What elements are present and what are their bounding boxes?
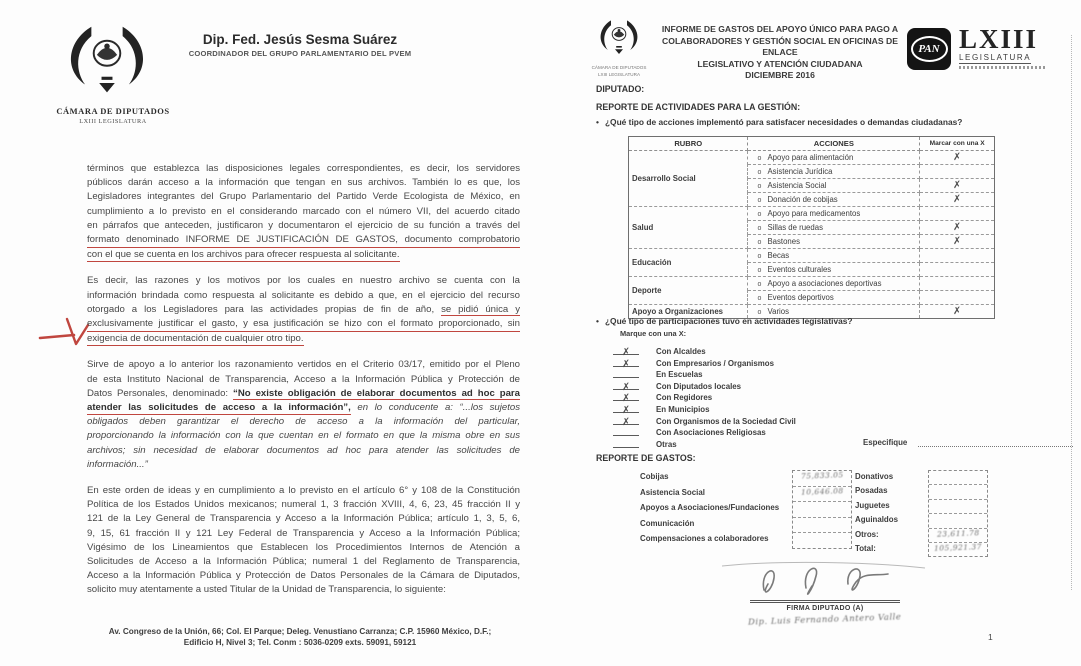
action-label: Eventos deportivos [767,293,834,302]
red-underlined-text: se pidió única y [441,303,520,315]
text-line: Acceso a la Información Pública y Protección de Datos Personales de la Cámara de Diputados, [87,570,520,582]
expense-report-form [575,12,1077,662]
handwritten-amount: 23,611.78 [936,527,980,539]
mark-cell [920,165,995,179]
amount-cell [929,500,987,514]
text-line: en párrafos que anteceden, justificaron y documentaron el ejercicio de su función a través del [87,219,520,231]
amount-cell [793,533,851,548]
legislature-logo [959,26,1071,69]
action-label: Asistencia Social [767,181,827,190]
amount-cell [793,518,851,534]
table-row [629,207,995,221]
amount-cell [929,485,987,499]
text-line: públicos darán acceso a la información que tengan en sus archivos. También lo es que, los [87,177,520,189]
mark-cell [920,193,995,207]
x-mark: ✗ [952,235,962,247]
text-segment: Datos Personales, denominado: [87,387,234,399]
paragraph-1 [87,162,520,262]
answer-blank-line [613,391,639,405]
action-cell [748,221,920,235]
circle-bullet-icon: o [757,295,762,302]
answer-blank-line [613,345,639,359]
marque-instruction: Marque con una X: [620,329,687,338]
col-header-marcar: Marcar con una X [920,137,995,151]
quoted-text-line: obligados deben garantizar el derecho de acceso a la información del particular, [87,416,520,428]
gasto-label: Compensaciones a colaboradores [640,534,769,544]
text-line: Vigésimo de los Lineamientos que Establecen los Procedimientos Internos de Atención a [87,541,520,553]
answer-blank-line [613,438,639,448]
crest-caption: CÁMARA DE DIPUTADOS [591,65,647,70]
text-line: Legisladores integrantes del Grupo Parlamentario del Partido Verde Ecologista de México, en [87,191,520,203]
rubro-cell: Desarrollo Social [629,151,748,207]
action-cell [748,235,920,249]
quoted-text-line: archivos; sin necesidad de elaborar documentos ad hoc para atender las solicitudes de [87,444,520,456]
list-item [613,368,796,380]
gasto-label: Otros: [855,529,879,539]
answer-blank-line [613,368,639,378]
letterhead-footer [65,626,535,648]
section-gastos-title: REPORTE DE GASTOS: [596,453,696,463]
deputy-role: COORDINADOR DEL GRUPO PARLAMENTARIO DEL PVEM [188,49,412,58]
table-row [629,277,995,291]
question-acciones [596,117,1066,127]
bullet-icon: • [596,117,599,127]
x-mark: ✗ [952,179,962,191]
answer-blank-line [613,403,639,417]
mark-cell [920,263,995,277]
mark-cell [920,291,995,305]
participation-label: En Municipios [656,404,710,414]
text-line: En este orden de ideas y en cumplimiento a lo previsto en el artículo 6° y 108 de la Constitución [87,485,520,497]
bold-red-underlined-text: “No existe obligación de elaborar documentos ad hoc para [233,387,520,399]
pan-oval [911,36,948,62]
gasto-label: Aguinaldos [855,515,898,525]
acciones-table [628,136,995,319]
x-mark: ✗ [621,381,631,394]
participation-label: Otras [656,439,677,449]
action-cell [748,151,920,165]
red-underlined-text: con el que se cuenta en los archivos para ofrecer respuesta al solicitante. [87,249,400,261]
gasto-label: Posadas [855,486,888,496]
action-cell [748,291,920,305]
mark-cell [920,235,995,249]
rubro-cell: Apoyo a Organizaciones [629,305,748,319]
quoted-text-line: información...” [87,458,148,470]
mark-cell [920,179,995,193]
gastos-value-box-left [792,470,852,549]
text-line-red-underlined: formato denominado INFORME DE JUSTIFICACIÓN DE GASTOS, documento comprobatorio [87,233,520,248]
mark-cell [920,277,995,291]
list-item [613,426,796,438]
pan-party-badge-icon [907,28,951,70]
text-line: 9, 15, 61 fracción II y 121 Ley Federal de Transparencia y Acceso a la Información Pública; [87,527,520,539]
legislature-numeral: LXIII [959,24,1039,54]
action-label: Apoyo a asociaciones deportivas [767,279,882,288]
camara-diputados-crest-icon [593,18,645,62]
red-underlined-text: exigencia de documentación de cualquier otro tipo. [87,333,304,345]
x-mark: ✗ [952,305,962,317]
gasto-total-label: Total: [855,543,876,553]
crest-caption: LXIII LEGISLATURA [597,71,641,77]
text-line: información brindada como respuesta al solicitante es debido a que, en el ejercicio del recurso [87,289,520,301]
signature-block [710,558,940,628]
x-mark: ✗ [621,346,631,359]
especifique-blank-line [918,446,1073,447]
action-label: Becas [767,251,790,260]
circle-bullet-icon: o [757,267,762,274]
participation-label: Con Asociaciones Religiosas [656,428,766,438]
circle-bullet-icon: o [757,155,762,162]
form-title-line: INFORME DE GASTOS DEL APOYO ÚNICO PARA PAGO A [661,24,899,34]
action-label: Donación de cobijas [767,195,838,204]
participation-label: Con Empresarios / Organismos [656,358,774,368]
handwritten-total: 105,921.37 [933,542,983,553]
x-mark: ✗ [621,358,631,370]
circle-bullet-icon: o [757,309,762,316]
list-item [613,345,796,357]
handwritten-signer-name: Dip. Luis Fernando Antero Valle [748,612,902,628]
total-amount-cell [929,543,987,556]
list-item [613,357,796,369]
action-label: Asistencia Jurídica [767,167,833,176]
text-line: Es decir, las razones y los motivos por los cuales en nuestro archivo se cuenta con la [87,275,520,287]
handwritten-amount: 10,646.08 [800,485,844,497]
question-text: ¿Qué tipo de participaciones tuvo en actividades legislativas? [604,316,853,326]
footer-contact-line: Edificio H, Nivel 3; Tel. Conm : 5036-0209 exts. 59091, 59121 [183,638,417,647]
mark-cell [920,207,995,221]
gasto-label: Apoyos a Asociaciones/Fundaciones [640,503,780,513]
text-line [87,248,520,262]
table-row [629,249,995,263]
action-label: Sillas de ruedas [767,223,823,232]
especifique-label: Especifique [863,437,908,447]
action-label: Varios [767,307,790,316]
bullet-icon: • [596,316,599,326]
letter-header [150,32,450,58]
question-participaciones [596,316,1066,326]
rubro-cell: Salud [629,207,748,249]
x-mark: ✗ [621,393,631,405]
paragraph-4 [87,484,520,598]
answer-blank-line [613,380,639,394]
handwritten-signature-scribble [720,558,930,598]
answer-blank-line [613,357,639,370]
text-line [87,303,520,317]
action-label: Eventos culturales [767,265,832,274]
diputado-label: DIPUTADO: [596,84,645,94]
text-line: Sirve de apoyo a lo anterior los razonamiento vertidos en el Criterio 03/17, emitido por el Pleno [87,359,520,371]
gasto-label: Asistencia Social [640,487,705,497]
form-title [660,24,900,82]
firma-label: FIRMA DIPUTADO (A) [786,605,864,612]
camara-diputados-crest-icon [48,22,166,108]
list-item [613,391,796,403]
table-row [629,151,995,165]
action-cell [748,249,920,263]
circle-bullet-icon: o [757,211,762,218]
col-header-acciones: ACCIONES [748,137,920,151]
text-line: cumplimiento a lo previsto en el considerando marcado con el número VII, del acuerdo citado [87,205,520,217]
paragraph-3 [87,358,520,472]
letter-page [30,16,545,661]
list-item [613,380,796,392]
x-mark: ✗ [952,193,962,205]
mark-cell [920,221,995,235]
list-item [613,415,796,427]
action-label: Apoyo para medicamentos [767,209,861,218]
gasto-label: Cobijas [640,472,669,481]
circle-bullet-icon: o [757,225,762,232]
paragraph-2 [87,274,520,346]
circle-bullet-icon: o [757,197,762,204]
circle-bullet-icon: o [757,169,762,176]
x-mark: ✗ [621,404,631,417]
action-label: Apoyo para alimentación [767,153,854,162]
mark-cell [920,151,995,165]
form-title-period: DICIEMBRE 2016 [745,70,815,80]
form-title-line: COLABORADORES Y GESTIÓN SOCIAL EN OFICINAS DE ENLACE [662,35,898,57]
gasto-label: Donativos [855,472,894,481]
mark-cell [920,249,995,263]
text-line: de esta Instituto Nacional de Transparencia, Acceso a la Información Pública y Protección de [87,373,520,385]
text-line: 121 de la Ley General de Transparencia y Acceso a la Información Pública; artículo 1, 3, 5, 6, [87,513,520,525]
action-cell [748,277,920,291]
participation-label: Con Organismos de la Sociedad Civil [656,416,796,426]
page-number: 1 [988,632,993,642]
action-cell [748,179,920,193]
rubro-cell: Educación [629,249,748,277]
text-line: solicito muy atentamente a usted Titular de la Unidad de Transparencia, lo siguiente: [87,584,446,596]
legislature-fineprint [959,66,1045,69]
table-header-row [629,137,995,151]
gastos-labels-right [855,472,898,558]
circle-bullet-icon: o [757,281,762,288]
amount-cell [793,502,851,518]
section-activities-title: REPORTE DE ACTIVIDADES PARA LA GESTIÓN: [596,102,801,112]
participation-label: Con Alcaldes [656,347,706,356]
col-header-rubro: RUBRO [629,137,748,151]
handwritten-amount: 75,833.05 [800,470,844,481]
circle-bullet-icon: o [757,253,762,260]
text-line: Política de los Estados Unidos mexicanos; numeral 1, 3 fracción XVIII, 4, 6, 23, 45 fracción II y [87,499,520,511]
amount-cell [929,471,987,485]
amount-cell [929,529,987,543]
letter-body [87,162,520,610]
action-cell [748,207,920,221]
list-item [613,437,908,450]
answer-blank-line [613,415,639,428]
org-identity [38,106,188,125]
amount-cell [793,471,851,487]
list-item [613,403,796,415]
circle-bullet-icon: o [757,183,762,190]
amount-cell [929,514,987,528]
question-text: ¿Qué tipo de acciones implementó para satisfacer necesidades o demandas ciudadanas? [604,117,963,127]
action-cell [748,193,920,207]
text-line-red-underlined: exclusivamente justificar el gasto, y esa justificación se hizo con el formato proporcionado, sin [87,317,520,332]
text-line: Solicitudes de Acceso a la Información Pública; numeral 1 del Reglamento de Transparencia, [87,556,520,568]
participation-label: Con Diputados locales [656,381,742,391]
action-cell [748,165,920,179]
text-line [87,401,520,415]
answer-blank-line [613,426,639,436]
x-mark: ✗ [952,151,962,163]
participation-checklist [613,345,908,449]
participation-label: En Escuelas [656,370,703,380]
footer-address-line: Av. Congreso de la Unión, 66; Col. El Parque; Deleg. Venustiano Carranza; C.P. 15960 México, D.F.; [108,627,492,636]
scan-edge-dotted-line [1071,35,1072,590]
signature-line [750,600,900,603]
amount-cell [793,487,851,503]
x-mark: ✗ [952,221,962,233]
quoted-text-line: proporcionando la información con la que cuentan en el formato en que la misma obre en sus [87,430,520,442]
deputy-name: Dip. Fed. Jesús Sesma Suárez [202,32,398,47]
text-line: términos que establezca las disposiciones legales correspondientes, es decir, los servidores [87,163,520,174]
legislature-word: LEGISLATURA [959,53,1032,62]
bold-red-underlined-text: atender las solicitudes de acceso a la información”, [87,402,351,414]
pan-label: PAN [918,43,940,55]
form-crest-block [583,18,655,77]
rubro-cell: Deporte [629,277,748,305]
org-name: CÁMARA DE DIPUTADOS [56,106,170,116]
text-segment: otorgado a los Legisladores para las actividades propias de fin de año, [87,303,442,315]
participation-label: Con Regidores [656,393,713,403]
gasto-label: Comunicación [640,518,695,528]
gastos-value-box-right [928,470,988,557]
org-legislature: LXIII LEGISLATURA [79,118,147,125]
text-line [87,387,520,401]
gasto-label: Juguetes [855,500,890,510]
action-cell [748,263,920,277]
circle-bullet-icon: o [757,239,762,246]
form-title-line: LEGISLATIVO Y ATENCIÓN CIUDADANA [697,58,863,69]
gastos-labels-left [640,472,779,550]
text-line [87,332,520,346]
action-label: Bastones [767,237,800,246]
x-mark: ✗ [621,416,631,428]
italic-text-segment: en lo conducente a: “...los sujetos [350,402,521,414]
